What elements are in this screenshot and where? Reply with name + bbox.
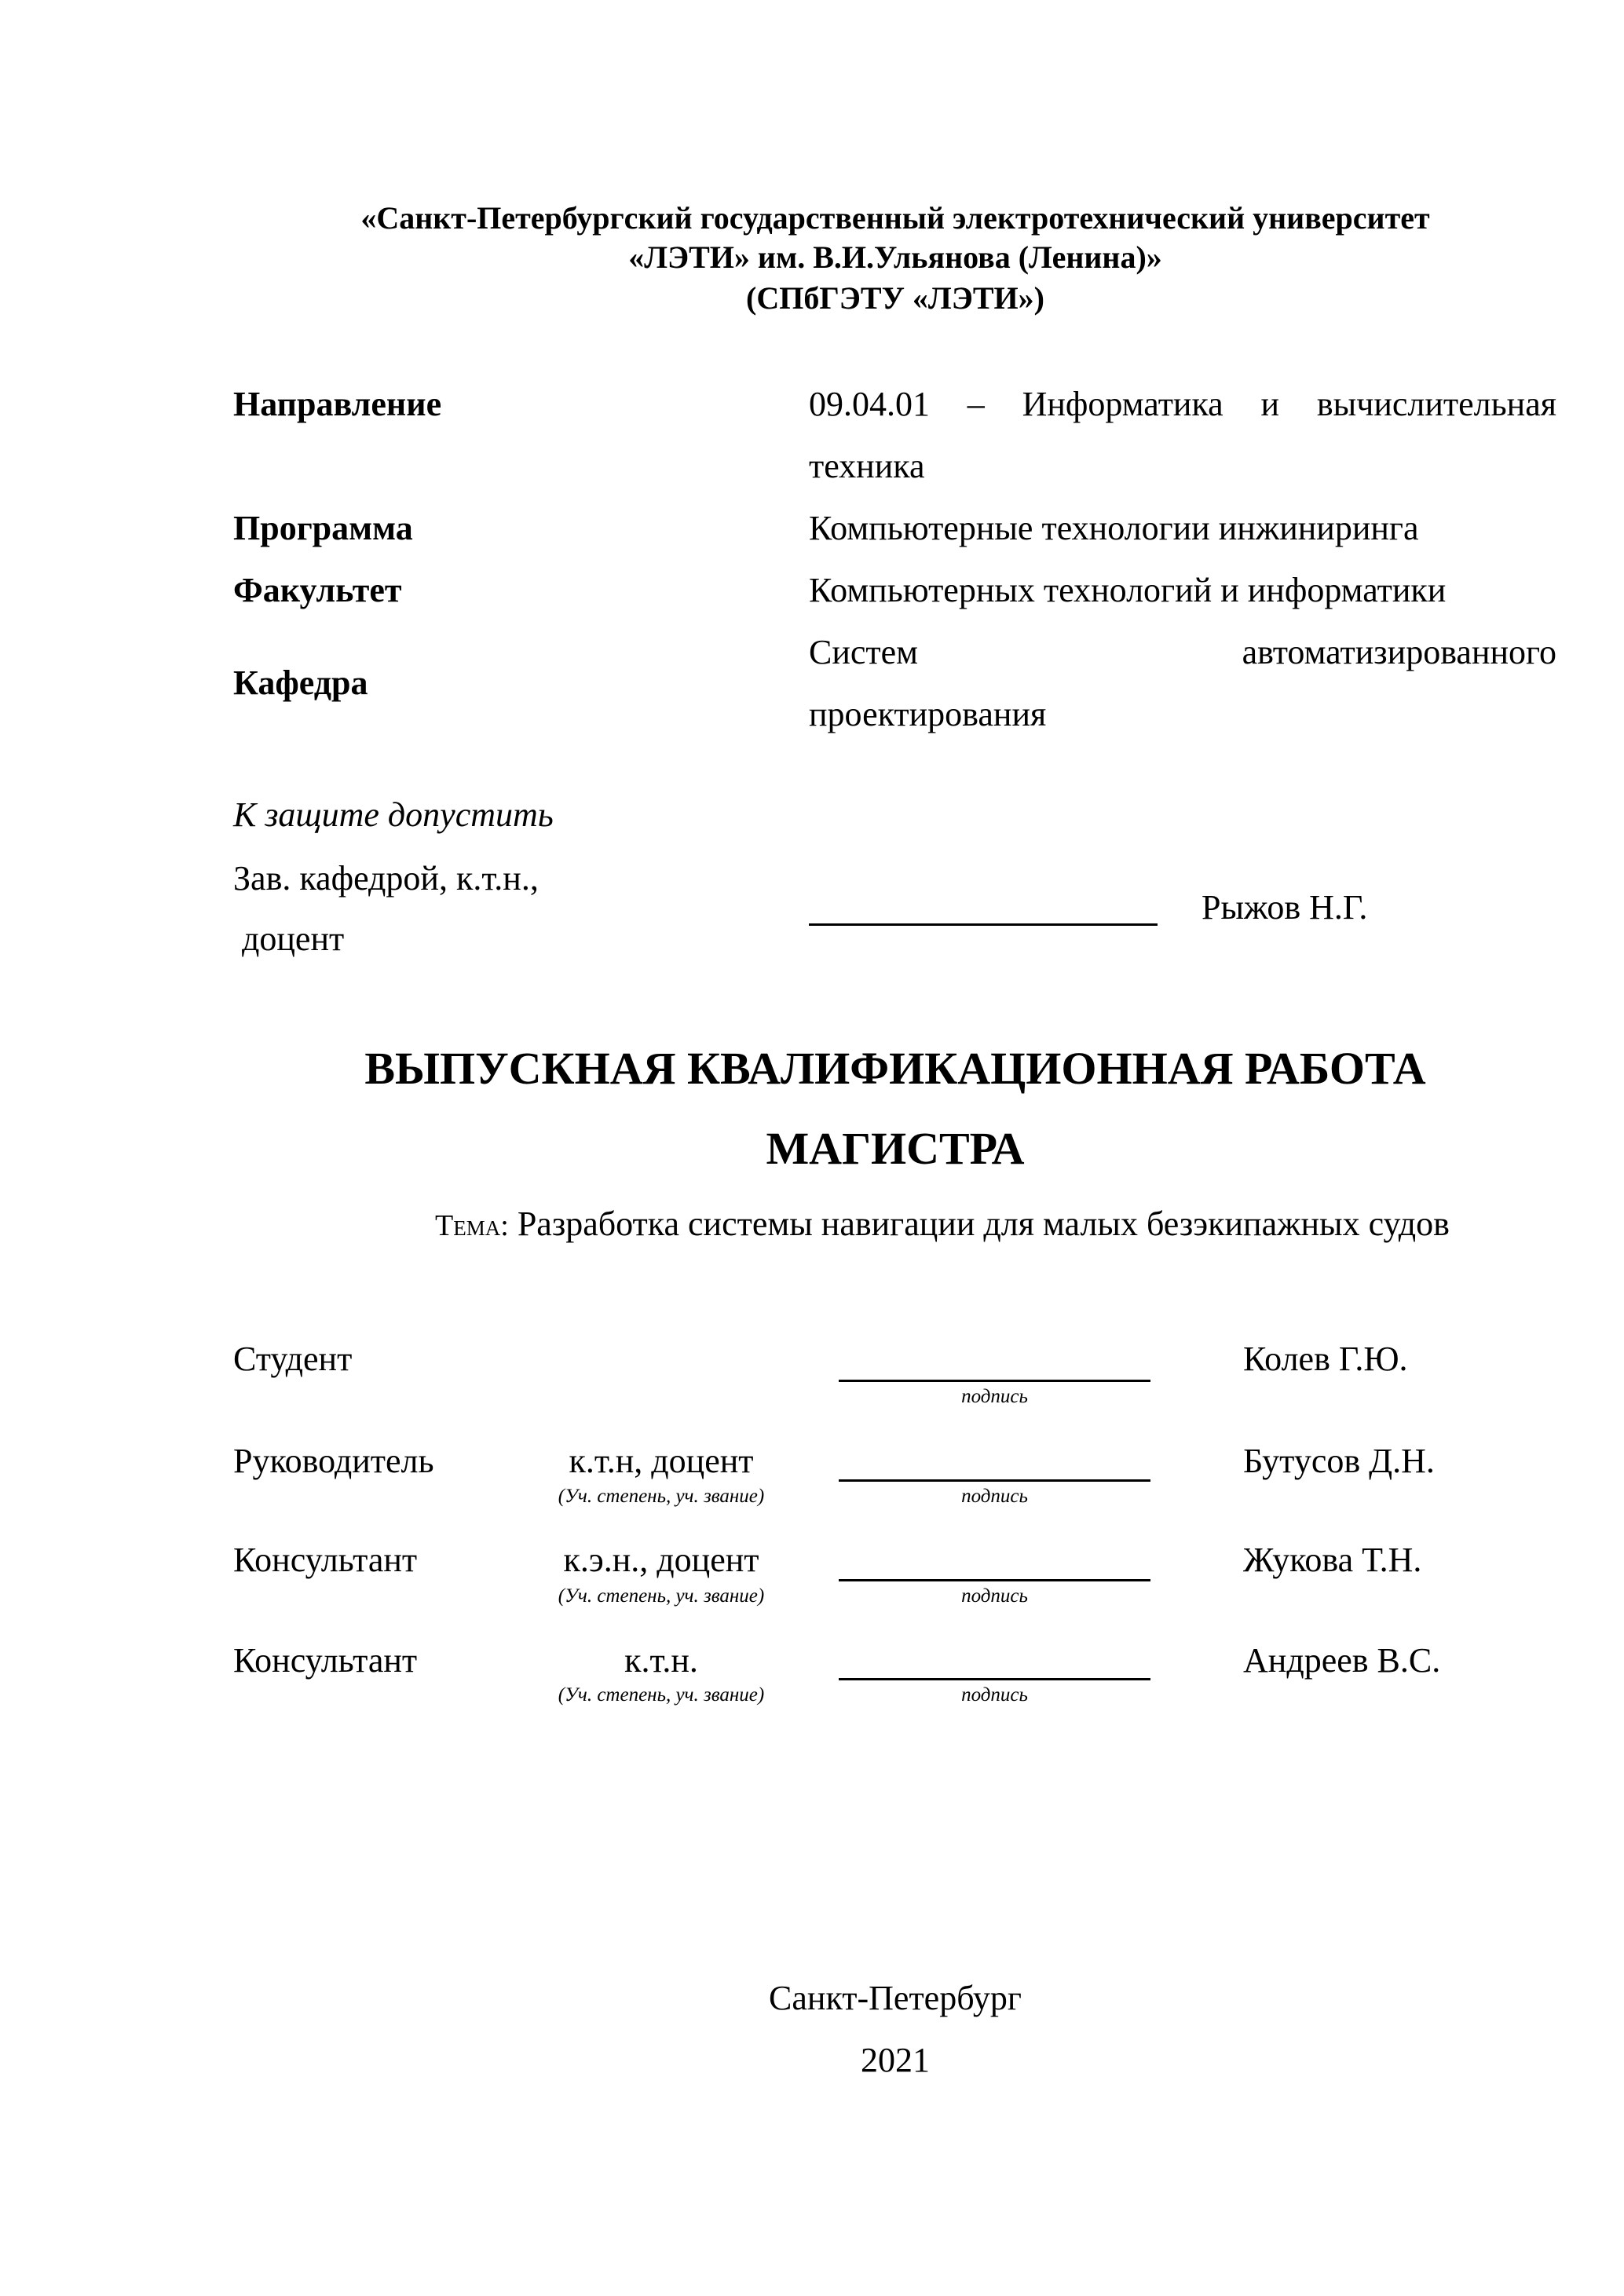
role: Руководитель <box>233 1442 434 1480</box>
role: Консультант <box>233 1541 418 1579</box>
degree-hint: (Уч. степень, уч. звание) <box>558 1486 765 1507</box>
person-name: Бутусов Д.Н. <box>1243 1442 1435 1480</box>
direction-value-cont: техника <box>809 447 925 485</box>
topic-text: Разработка системы навигации для малых безэкипажных судов <box>517 1205 1450 1243</box>
degree-hint: (Уч. степень, уч. звание) <box>558 1684 765 1706</box>
topic <box>0 1207 1624 1241</box>
title-line-2: МАГИСТРА <box>766 1123 1025 1174</box>
signature-hint: подпись <box>961 1585 1028 1607</box>
program-value: Компьютерные технологии инжиниринга <box>809 509 1419 547</box>
signature-hint: подпись <box>961 1684 1028 1706</box>
faculty-value: Компьютерных технологий и информатики <box>809 571 1447 609</box>
role: Консультант <box>233 1641 418 1680</box>
program-label: Программа <box>233 509 413 547</box>
signature-line <box>839 1380 1150 1382</box>
direction-value: 09.04.01 – Информатика и вычислительная <box>809 385 1556 423</box>
signature-line <box>839 1479 1150 1482</box>
department-value-a: Систем <box>809 633 919 671</box>
approval-position-cont: доцент <box>242 919 345 958</box>
person-name: Андреев В.С. <box>1243 1641 1441 1680</box>
signature-line <box>839 1579 1150 1581</box>
year: 2021 <box>861 2041 930 2079</box>
header-line-3: (СПбГЭТУ «ЛЭТИ») <box>746 280 1044 316</box>
approval-title: К защите допустить <box>233 795 554 834</box>
title-line-1: ВЫПУСКНАЯ КВАЛИФИКАЦИОННАЯ РАБОТА <box>364 1043 1426 1094</box>
faculty-label: Факультет <box>233 571 402 609</box>
department-value-cont: проектирования <box>809 695 1047 733</box>
signature-hint: подпись <box>961 1486 1028 1507</box>
topic-label: Тема: <box>435 1209 509 1242</box>
department-label: Кафедра <box>233 664 368 702</box>
signature-line <box>839 1678 1150 1680</box>
direction-label: Направление <box>233 385 442 423</box>
degree: к.т.н, доцент <box>569 1442 754 1480</box>
signature-hint: подпись <box>961 1386 1028 1407</box>
person-name: Жукова Т.Н. <box>1243 1541 1422 1579</box>
header-line-1: «Санкт-Петербургский государственный электротехнический университет <box>360 200 1430 236</box>
approval-signature-line <box>809 923 1158 926</box>
degree-hint: (Уч. степень, уч. звание) <box>558 1585 765 1607</box>
degree: к.э.н., доцент <box>563 1541 759 1579</box>
person-name: Колев Г.Ю. <box>1243 1340 1408 1378</box>
approval-name: Рыжов Н.Г. <box>1202 888 1368 927</box>
role: Студент <box>233 1340 353 1378</box>
approval-position: Зав. кафедрой, к.т.н., <box>233 859 539 898</box>
city: Санкт-Петербург <box>769 1979 1022 2017</box>
department-value-b: автоматизированного <box>1242 633 1556 671</box>
degree: к.т.н. <box>624 1641 698 1680</box>
header-line-2: «ЛЭТИ» им. В.И.Ульянова (Ленина)» <box>628 239 1162 275</box>
